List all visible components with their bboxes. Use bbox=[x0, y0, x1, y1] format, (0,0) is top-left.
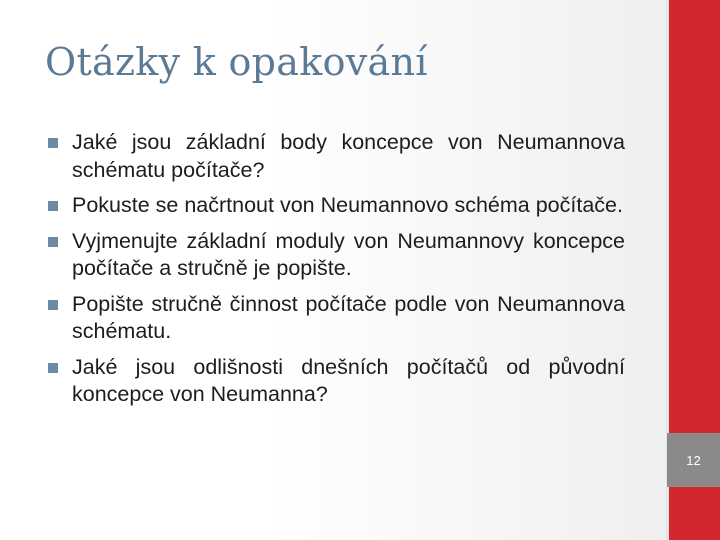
bullet-text: Vyjmenujte základní moduly von Neumannovy koncepce počítače a stručně je popište. bbox=[72, 228, 625, 280]
bullet-text: Jaké jsou odlišnosti dnešních počítačů od původní koncepce von Neumanna? bbox=[72, 354, 625, 406]
bullet-item bbox=[45, 228, 625, 283]
bullet-item bbox=[45, 354, 625, 409]
bullet-list bbox=[45, 129, 625, 409]
slide-title: Otázky k opakování bbox=[45, 40, 428, 84]
bullet-item bbox=[45, 129, 625, 184]
page-number: 12 bbox=[667, 433, 720, 487]
bullet-item bbox=[45, 291, 625, 346]
square-bullet-icon bbox=[48, 201, 58, 211]
bullet-text: Pokuste se načrtnout von Neumannovo schéma počítače. bbox=[72, 193, 623, 217]
bullet-text: Popište stručně činnost počítače podle von Neumannova schématu. bbox=[72, 291, 625, 343]
bullet-item bbox=[45, 192, 625, 220]
square-bullet-icon bbox=[48, 363, 58, 373]
square-bullet-icon bbox=[48, 300, 58, 310]
square-bullet-icon bbox=[48, 138, 58, 148]
bullet-text: Jaké jsou základní body koncepce von Neumannova schématu počítače? bbox=[72, 130, 625, 182]
square-bullet-icon bbox=[48, 237, 58, 247]
